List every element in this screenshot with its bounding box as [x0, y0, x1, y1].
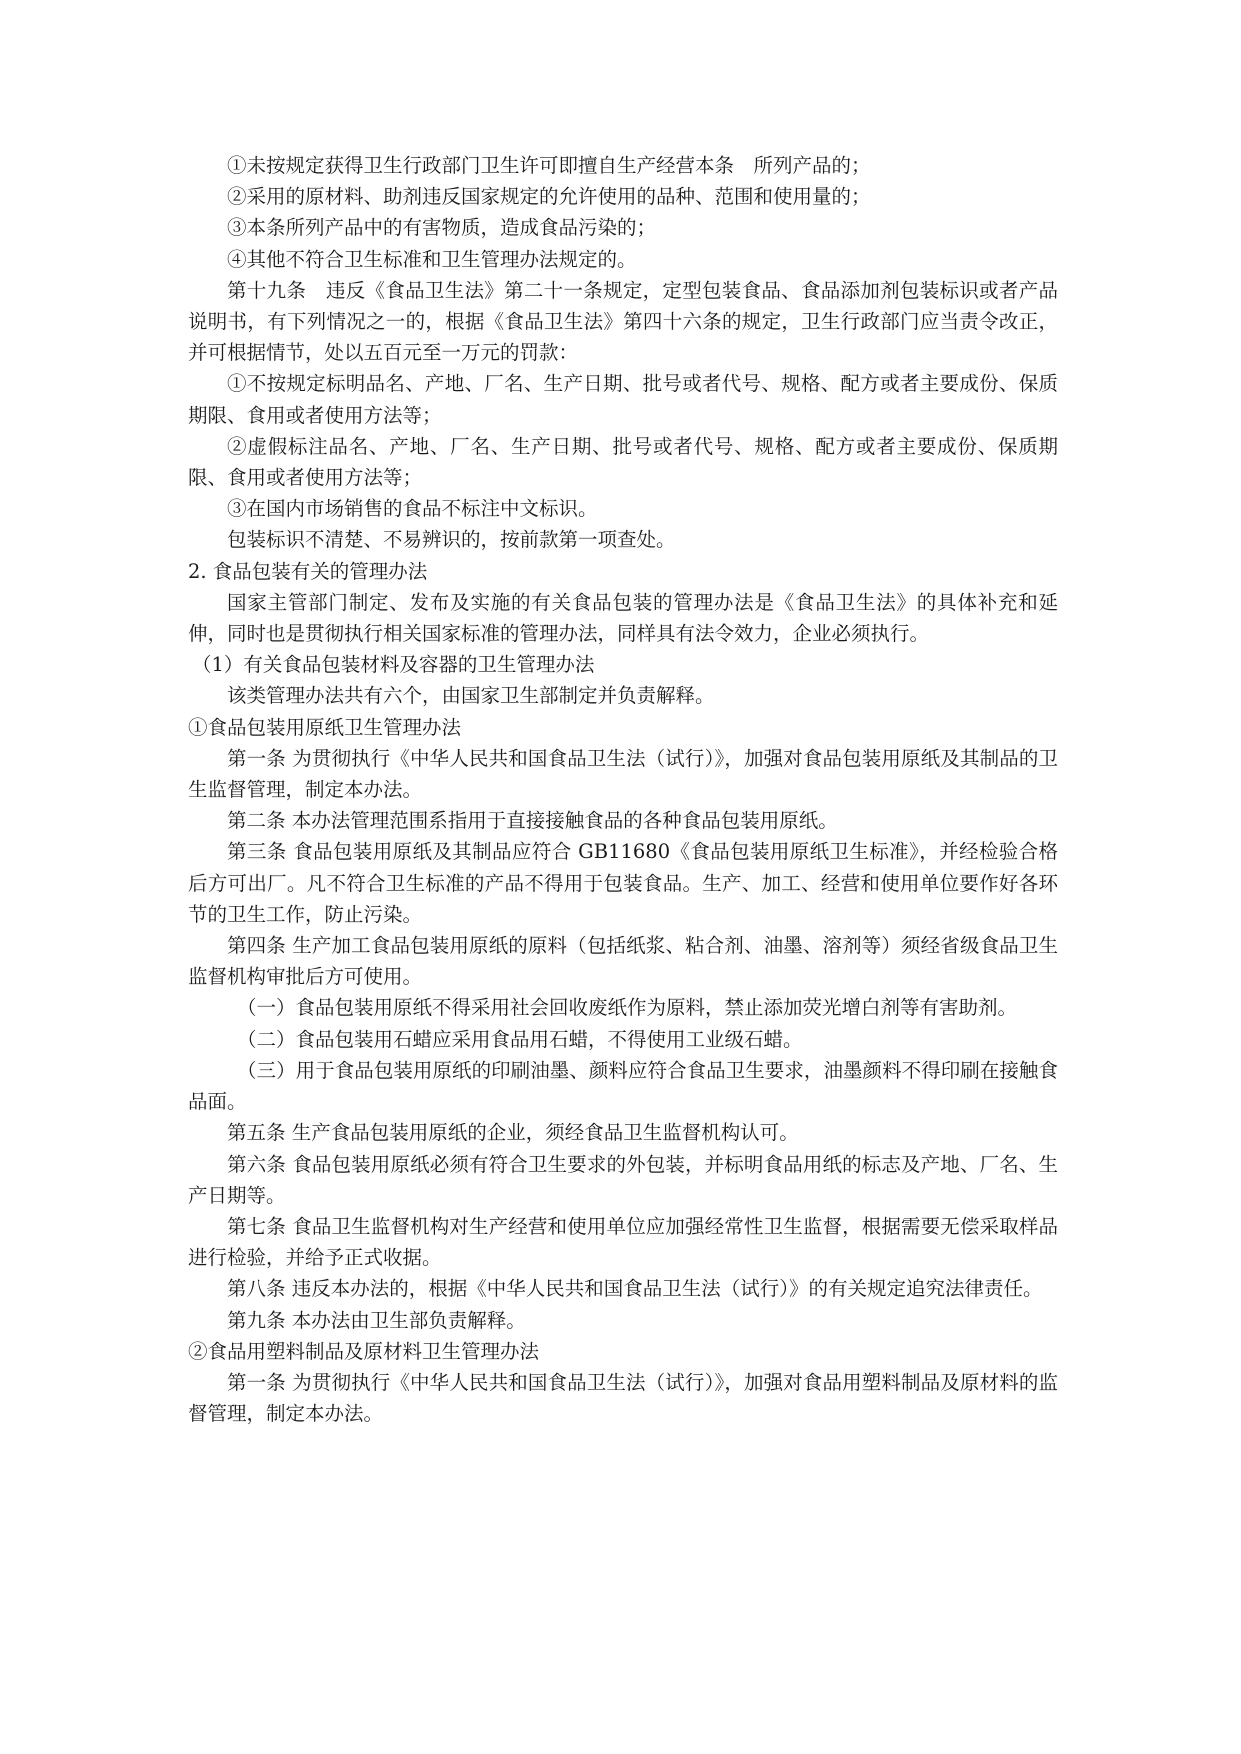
- paragraph-item-2: ②采用的原材料、助剂违反国家规定的允许使用的品种、范围和使用量的；: [227, 185, 871, 209]
- paper-article-7: 第七条 食品卫生监督机构对生产经营和使用单位应加强经常性卫生监督，根据需要无偿采取样品进行检验，并给予正式收据。: [188, 1214, 1058, 1270]
- paragraph-item-3: ③本条所列产品中的有害物质，造成食品污染的；: [227, 216, 657, 240]
- plastic-article-1: 第一条 为贯彻执行《中华人民共和国食品卫生法（试行）》，加强对食品用塑料制品及原材料的监督管理，制定本办法。: [188, 1370, 1058, 1426]
- paragraph-section-2-intro: 国家主管部门制定、发布及实施的有关食品包装的管理办法是《食品卫生法》的具体补充和延伸，同时也是贯彻执行相关国家标准的管理办法，同样具有法令效力，企业必须执行。: [188, 590, 1058, 646]
- paragraph-item-19-2: ②虚假标注品名、产地、厂名、生产日期、批号或者代号、规格、配方或者主要成份、保质期限、食用或者使用方法等；: [188, 434, 1058, 490]
- paragraph-item-19-3: ③在国内市场销售的食品不标注中文标识。: [227, 497, 598, 521]
- paper-article-5: 第五条 生产食品包装用原纸的企业，须经食品卫生监督机构认可。: [227, 1121, 799, 1145]
- regulation-title-plastic: ②食品用塑料制品及原材料卫生管理办法: [188, 1339, 540, 1363]
- paper-article-1: 第一条 为贯彻执行《中华人民共和国食品卫生法（试行）》，加强对食品包装用原纸及其制品的卫生监督管理，制定本办法。: [188, 746, 1058, 802]
- paper-article-3: 第三条 食品包装用原纸及其制品应符合 GB11680《食品包装用原纸卫生标准》，并经检验合格后方可出厂。凡不符合卫生标准的产品不得用于包装食品。生产、加工、经营和使用单位要作好各环节的卫生工作，防止污染。: [188, 840, 1058, 926]
- paragraph-subsection-1-intro: 该类管理办法共有六个，由国家卫生部制定并负责解释。: [227, 684, 715, 708]
- paper-article-4-clause-1: （一）食品包装用原纸不得采用社会回收废纸作为原料，禁止添加荧光增白剂等有害助剂。: [237, 996, 1018, 1020]
- regulation-title-paper: ①食品包装用原纸卫生管理办法: [188, 715, 462, 739]
- paper-article-4-clause-3: （三）用于食品包装用原纸的印刷油墨、颜料应符合食品卫生要求，油墨颜料不得印刷在接触食品面。: [188, 1058, 1058, 1114]
- section-heading-2: 2. 食品包装有关的管理办法: [188, 559, 428, 583]
- paper-article-4: 第四条 生产加工食品包装用原纸的原料（包括纸浆、粘合剂、油墨、溶剂等）须经省级食品卫生监督机构审批后方可使用。: [188, 934, 1058, 989]
- paragraph-article-19: 第十九条 违反《食品卫生法》第二十一条规定，定型包装食品、食品添加剂包装标识或者产品说明书，有下列情况之一的，根据《食品卫生法》第四十六条的规定，卫生行政部门应当责令改正，并可根据情节，处以五百元至一万元的罚款：: [188, 278, 1058, 365]
- subsection-heading-1: （1）有关食品包装材料及容器的卫生管理办法: [192, 653, 595, 677]
- document-page: [188, 150, 1058, 1429]
- paragraph-item-1: ①未按规定获得卫生行政部门卫生许可即擅自生产经营本条 所列产品的；: [227, 154, 871, 177]
- paragraph-item-19-1: ①不按规定标明品名、产地、厂名、生产日期、批号或者代号、规格、配方或者主要成份、保质期限、食用或者使用方法等；: [188, 372, 1058, 427]
- paragraph-labeling-note: 包装标识不清楚、不易辨识的，按前款第一项查处。: [227, 528, 676, 552]
- paper-article-4-clause-2: （二）食品包装用石蜡应采用食品用石蜡，不得使用工业级石蜡。: [237, 1027, 803, 1051]
- paper-article-9: 第九条 本办法由卫生部负责解释。: [227, 1308, 526, 1332]
- paper-article-6: 第六条 食品包装用原纸必须有符合卫生要求的外包装，并标明食品用纸的标志及产地、厂名、生产日期等。: [188, 1152, 1058, 1207]
- paper-article-2: 第二条 本办法管理范围系指用于直接接触食品的各种食品包装用原纸。: [227, 809, 838, 833]
- paper-article-8: 第八条 违反本办法的，根据《中华人民共和国食品卫生法（试行）》的有关规定追究法律责任。: [227, 1277, 1043, 1301]
- paragraph-item-4: ④其他不符合卫生标准和卫生管理办法规定的。: [227, 247, 637, 271]
